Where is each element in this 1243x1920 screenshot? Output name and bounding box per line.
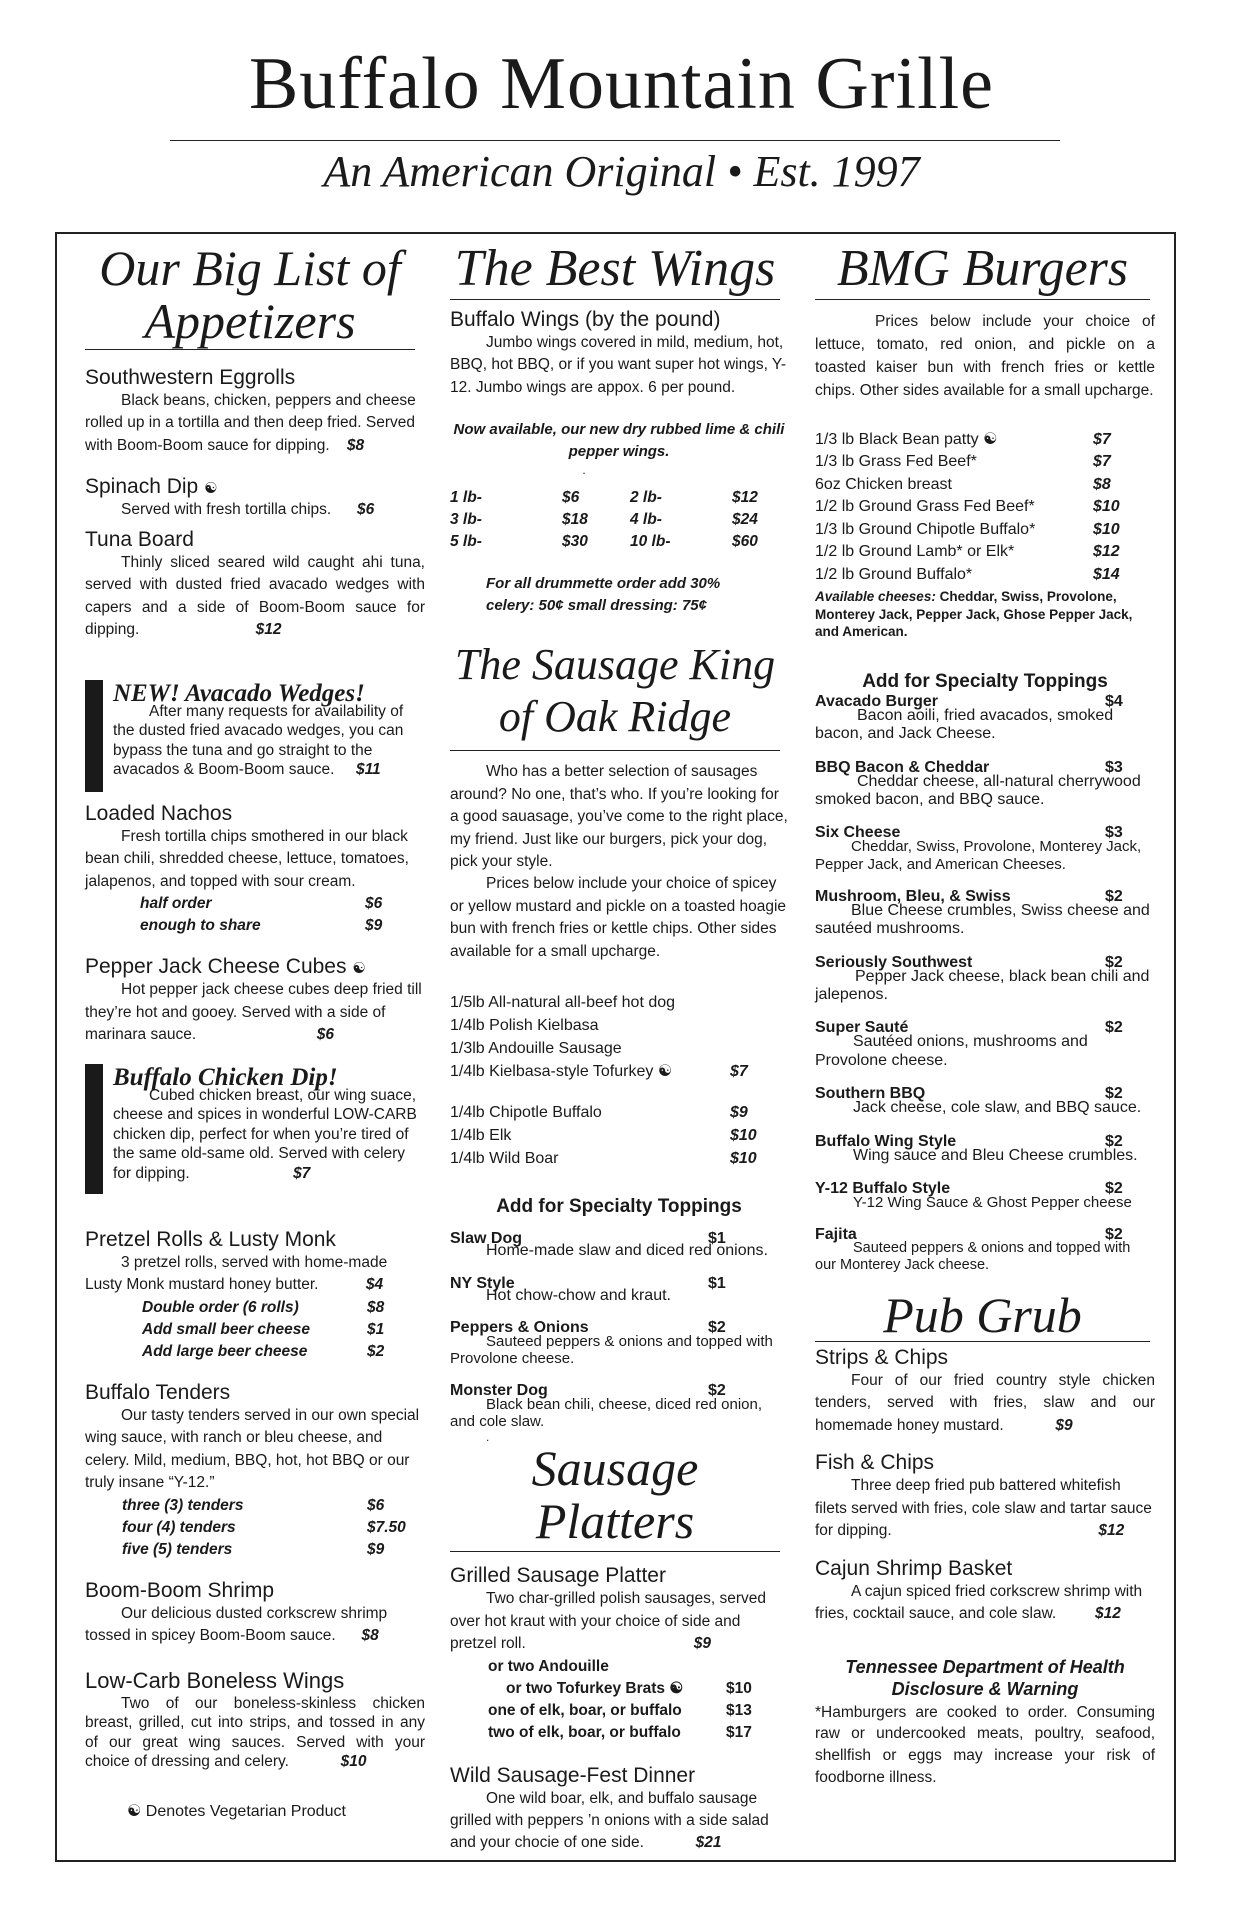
- burger-list: [815, 429, 1155, 587]
- menu-item: [85, 955, 425, 1046]
- topping-description: Black bean chili, cheese, diced red onion, and cole slaw.: [450, 1395, 763, 1430]
- menu-item: [815, 1451, 1155, 1542]
- sausage-row: 1/4lb Wild Boar $10: [450, 1150, 757, 1168]
- topping-price: $1: [708, 1274, 726, 1292]
- item-name: Loaded Nachos: [85, 802, 233, 825]
- item-description: Jumbo wings covered in mild, medium, hot, BBQ, hot BBQ, or if you want super hot wings, Y-12. Jumbo wings are appox. 6 per pound.: [450, 333, 787, 396]
- topping-name: NY Style: [450, 1274, 515, 1292]
- sausage-row: 1/4lb Chipotle Buffalo $9: [450, 1104, 748, 1122]
- sausage-row: 1/3lb Andouille Sausage: [450, 1040, 622, 1058]
- appetizers-column-2: [85, 802, 425, 1047]
- wings-heading: The Best Wings: [450, 242, 780, 300]
- topping-price: $3: [1105, 758, 1123, 776]
- item-description: 3 pretzel rolls, served with home-made Lusty Monk mustard honey butter. $4: [85, 1254, 388, 1294]
- item-name: Pretzel Rolls & Lusty Monk: [85, 1228, 336, 1251]
- item-price: $6: [316, 1026, 334, 1044]
- topping-item: [815, 1226, 1155, 1273]
- burgers-heading: BMG Burgers: [815, 242, 1150, 300]
- price-row: 5 lb- $30 10 lb- $60: [450, 532, 758, 550]
- item-description: Our tasty tenders served in our own special wing sauce, with ranch or bleu cheese, and celery. Mild, medium, BBQ, hot, hot BBQ or our truly insane “Y-12.”: [85, 1406, 420, 1492]
- item-description: Our delicious dusted corkscrew shrimp tossed in spicey Boom-Boom sauce. $8: [85, 1604, 388, 1645]
- option-row: or two Tofurkey Brats ☯ $10: [506, 1679, 752, 1697]
- special-title: Buffalo Chicken Dip!: [113, 1064, 338, 1091]
- topping-item: [815, 1019, 1155, 1070]
- dot: .: [582, 462, 586, 477]
- topping-description: Sauteed peppers & onions and topped with Provolone cheese.: [450, 1333, 773, 1368]
- option-row: two of elk, boar, or buffalo $17: [488, 1723, 752, 1741]
- topping-name: Six Cheese: [815, 824, 901, 842]
- item-name: Grilled Sausage Platter: [450, 1564, 666, 1588]
- option-row: Add large beer cheese $2: [142, 1342, 385, 1360]
- item-name: Strips & Chips: [815, 1346, 949, 1370]
- appetizers-heading-line2: Appetizers: [144, 292, 356, 349]
- item-name: Spinach Dip ☯: [85, 475, 218, 499]
- pub-grub-heading: Pub Grub: [815, 1289, 1150, 1343]
- topping-description: Sauteed peppers & onions and topped with our Monterey Jack cheese.: [815, 1240, 1131, 1273]
- special-box-avacado: [85, 680, 425, 792]
- burger-row: 1/3 lb Grass Fed Beef* $7: [815, 453, 1111, 471]
- burger-row: 6oz Chicken breast $8: [815, 475, 1111, 493]
- vegetarian-note: ☯ Denotes Vegetarian Product: [127, 1803, 346, 1821]
- option-row: five (5) tenders $9: [122, 1540, 385, 1558]
- topping-item: [450, 1275, 788, 1305]
- item-description: Four of our fried country style chicken tenders, served with fries, slaw and our homemade honey mustard. $9: [815, 1372, 1155, 1434]
- restaurant-tagline: An American Original • Est. 1997: [323, 147, 920, 196]
- item-price: $21: [695, 1834, 722, 1852]
- appetizers-heading-line1: Our Big List of: [99, 240, 401, 296]
- item-description: Served with fresh tortilla chips. $6: [121, 501, 375, 519]
- topping-description: Pepper Jack cheese, black bean chili and jalepenos.: [815, 967, 1150, 1003]
- topping-description: Home-made slaw and diced red onions.: [486, 1242, 768, 1260]
- item-price: $4: [365, 1276, 384, 1294]
- topping-name: BBQ Bacon & Cheddar: [815, 758, 990, 776]
- item-description: Three deep fried pub battered whitefish filets served with fries, cole slaw and tartar sauce for dipping. $12: [815, 1477, 1152, 1540]
- price-row: 3 lb- $18 4 lb- $24: [450, 510, 758, 528]
- topping-name: Peppers & Onions: [450, 1319, 589, 1337]
- vegetarian-icon: ☯: [204, 480, 218, 498]
- sausage-king-heading: The Sausage King of Oak Ridge: [450, 639, 780, 752]
- price-row: 1 lb- $6 2 lb- $12: [450, 488, 758, 506]
- topping-name: Slaw Dog: [450, 1230, 523, 1248]
- box-accent-bar: [85, 1064, 103, 1194]
- topping-price: $2: [1105, 1085, 1123, 1103]
- topping-name: Mushroom, Bleu, & Swiss: [815, 887, 1011, 905]
- option-row: Double order (6 rolls) $8: [142, 1298, 385, 1316]
- topping-name: Avacado Burger: [815, 692, 938, 710]
- burger-toppings-heading: Add for Specialty Toppings: [862, 670, 1108, 692]
- topping-price: $1: [708, 1230, 726, 1248]
- burger-toppings-list: [815, 693, 1155, 1274]
- topping-item: [815, 759, 1155, 810]
- sausage-row: 1/4lb Elk $10: [450, 1127, 757, 1145]
- item-description: Two char-grilled polish sausages, served over hot kraut with your choice of side and pretzel roll. $9: [450, 1590, 766, 1653]
- wings-column: [450, 242, 788, 1855]
- topping-price: $3: [1105, 824, 1123, 842]
- special-description: Cubed chicken breast, our wing suace, cheese and spices in wonderful LOW-CARB chicken dip, perfect for when you’re tired of the same old-same old. Served with celery for dipping. $7: [113, 1087, 417, 1182]
- option-row: three (3) tenders $6: [122, 1496, 385, 1514]
- sausage-toppings-heading: Add for Specialty Toppings: [496, 1196, 742, 1218]
- item-price: $7: [293, 1164, 311, 1182]
- platters-heading: Sausage Platters: [450, 1442, 780, 1552]
- box-accent-bar: [85, 680, 103, 792]
- option-row: one of elk, boar, or buffalo $13: [488, 1701, 752, 1719]
- wings-price-table: [450, 487, 788, 553]
- topping-item: [450, 1382, 788, 1431]
- item-description: A cajun spiced fried corkscrew shrimp with fries, cocktail sauce, and cole slaw. $12: [815, 1582, 1143, 1623]
- item-name: Boom-Boom Shrimp: [85, 1578, 275, 1602]
- topping-price: $2: [1105, 1179, 1123, 1197]
- topping-price: $2: [1105, 953, 1123, 971]
- item-description: Two of our boneless-skinless chicken breast, grilled, cut into strips, and tossed in any of our great wing sauces. Served with your choice of dressing and celery. $10: [85, 1694, 425, 1770]
- option-row: or two Andouille: [488, 1657, 609, 1675]
- item-name: Fish & Chips: [815, 1451, 935, 1475]
- item-price: $9: [693, 1635, 712, 1653]
- item-description: Hot pepper jack cheese cubes deep fried till they’re hot and gooey. Served with a side of marinara sauce. $6: [85, 981, 422, 1044]
- item-price: $8: [346, 436, 365, 454]
- wings-new-note: Now available, our new dry rubbed lime & chili pepper wings.: [453, 421, 785, 460]
- wings-footer: For all drummette order add 30% celery: 50¢ small dressing: 75¢: [486, 574, 721, 614]
- menu-item: [85, 475, 425, 521]
- topping-description: Y-12 Wing Sauce & Ghost Pepper cheese: [853, 1193, 1132, 1211]
- appetizers-column-3: [85, 1228, 425, 1821]
- item-name: Pepper Jack Cheese Cubes ☯: [85, 955, 366, 979]
- sausage-list-b: [450, 1101, 788, 1170]
- topping-description: Wing sauce and Bleu Cheese crumbles.: [853, 1146, 1138, 1164]
- topping-item: [450, 1230, 788, 1260]
- burger-row: 1/2 lb Ground Buffalo* $14: [815, 565, 1120, 583]
- sausage-row: 1/4lb Polish Kielbasa: [450, 1017, 599, 1035]
- dot: .: [486, 1430, 490, 1445]
- warning-title: Tennessee Department of Health Disclosure & Warning: [845, 1656, 1125, 1699]
- item-price: $11: [355, 761, 381, 779]
- menu-item: [85, 802, 425, 937]
- menu-item: [815, 1557, 1155, 1626]
- topping-item: [815, 693, 1155, 744]
- burger-row: 1/3 lb Black Bean patty ☯ $7: [815, 430, 1111, 448]
- item-name: Wild Sausage-Fest Dinner: [450, 1763, 696, 1787]
- warning-text: *Hamburgers are cooked to order. Consuming raw or undercooked meats, poultry, seafood, shellfish or eggs may increase your risk of foodborne illness.: [815, 1703, 1155, 1786]
- vegetarian-icon: ☯: [352, 960, 366, 978]
- available-cheeses: Available cheeses: Cheddar, Swiss, Provolone, Monterey Jack, Pepper Jack, Ghose Pepper Jack, and American.: [815, 589, 1133, 640]
- menu-item: [815, 1346, 1155, 1437]
- special-box-chicken-dip: [85, 1064, 425, 1194]
- sausage-king-pricing-note: Prices below include your choice of spicey or yellow mustard and pickle on a toasted hoagie bun with french fries or kettle chips. Other sides available for a small upcharge.: [450, 875, 787, 960]
- platter-options: [450, 1656, 788, 1744]
- topping-item: [815, 1180, 1155, 1211]
- item-description: Thinly sliced seared wild caught ahi tuna, served with dusted fried avacado wedges with capers and a side of Boom-Boom sauce for dipping. $12: [85, 553, 425, 639]
- sausage-king-intro: Who has a better selection of sausages around? No one, that’s who. If you’re looking for a good sauasage, you’ve come to the right place, my friend. Just like our burgers, pick your dog, pick your style.: [450, 763, 788, 870]
- item-price: $8: [361, 1627, 379, 1645]
- topping-price: $2: [708, 1381, 726, 1399]
- appetizers-column: [85, 242, 425, 642]
- item-price: $12: [255, 621, 282, 639]
- special-title: NEW! Avacado Wedges!: [113, 680, 365, 707]
- item-price: $12: [1095, 1605, 1121, 1623]
- item-name: Cajun Shrimp Basket: [815, 1556, 1013, 1580]
- burgers-column: [815, 242, 1155, 1789]
- menu-item: [85, 1579, 425, 1648]
- item-description: One wild boar, elk, and buffalo sausage grilled with peppers ’n onions with a side salad and your chocie of one side. $21: [450, 1789, 769, 1852]
- appetizers-heading: [85, 242, 415, 350]
- health-warning: [815, 1656, 1155, 1789]
- title-divider: [170, 140, 1060, 141]
- topping-name: Super Sauté: [815, 1019, 909, 1037]
- topping-description: Bacon aoili, fried avacados, smoked bacon, and Jack Cheese.: [815, 706, 1114, 743]
- topping-description: Cheddar, Swiss, Provolone, Monterey Jack, Pepper Jack, and American Cheeses.: [815, 838, 1142, 873]
- item-price: $12: [1098, 1522, 1125, 1540]
- item-name: Tuna Board: [85, 527, 194, 551]
- special-description: After many requests for availability of the dusted fried avacado wedges, you can bypass the tuna and go straight to the avacados & Boom-Boom sauce. $11: [113, 703, 404, 779]
- menu-item: [85, 1668, 425, 1772]
- topping-description: Blue Cheese crumbles, Swiss cheese and sautéed mushrooms.: [815, 901, 1150, 938]
- option-row: half order $6: [140, 895, 383, 913]
- topping-description: Hot chow-chow and kraut.: [486, 1286, 671, 1304]
- item-name: Buffalo Wings (by the pound): [450, 307, 721, 331]
- burger-row: 1/3 lb Ground Chipotle Buffalo* $10: [815, 520, 1120, 538]
- topping-description: Cheddar cheese, all-natural cherrywood smoked bacon, and BBQ sauce.: [815, 772, 1141, 808]
- menu-item: [85, 1381, 425, 1561]
- item-price: $6: [357, 501, 375, 519]
- item-description: Fresh tortilla chips smothered in our black bean chili, shredded cheese, lettuce, tomatoes, jalapenos, and topped with sour cream.: [85, 828, 409, 890]
- burgers-intro: Prices below include your choice of lettuce, tomato, red onion, and pickle on a toasted kaiser bun with french fries or kettle chips. Other sides available for a small upcharge.: [815, 312, 1155, 400]
- restaurant-title: Buffalo Mountain Grille: [248, 43, 995, 125]
- topping-name: Monster Dog: [450, 1381, 548, 1399]
- topping-price: $2: [1105, 887, 1123, 905]
- topping-description: Sautéed onions, mushrooms and Provolone cheese.: [815, 1033, 1088, 1069]
- topping-name: Buffalo Wing Style: [815, 1132, 957, 1150]
- sausage-row: 1/4lb Kielbasa-style Tofurkey ☯ $7: [450, 1063, 748, 1081]
- topping-item: [450, 1319, 788, 1368]
- topping-description: Jack cheese, cole slaw, and BBQ sauce.: [853, 1099, 1142, 1117]
- topping-name: Y-12 Buffalo Style: [815, 1179, 951, 1197]
- topping-item: [815, 888, 1155, 939]
- menu-item: [85, 1228, 425, 1363]
- topping-price: $2: [1105, 1132, 1123, 1150]
- sausage-toppings-list: [450, 1230, 788, 1430]
- item-name: Buffalo Tenders: [85, 1380, 231, 1404]
- topping-name: Fajita: [815, 1226, 857, 1244]
- topping-price: $2: [1105, 1019, 1123, 1037]
- topping-price: $2: [1105, 1226, 1123, 1244]
- option-row: Add small beer cheese $1: [142, 1320, 385, 1338]
- menu-item: [85, 528, 425, 642]
- burger-row: 1/2 lb Ground Grass Fed Beef* $10: [815, 498, 1120, 516]
- item-name: Low-Carb Boneless Wings: [85, 1667, 345, 1693]
- topping-name: Seriously Southwest: [815, 953, 973, 971]
- option-row: four (4) tenders $7.50: [122, 1518, 406, 1536]
- topping-name: Southern BBQ: [815, 1085, 926, 1103]
- item-description: Black beans, chicken, peppers and cheese rolled up in a tortilla and then deep fried. Served with Boom-Boom sauce for dipping. $8: [85, 392, 416, 454]
- item-price: $10: [340, 1752, 367, 1770]
- topping-item: [815, 1085, 1155, 1117]
- burger-row: 1/2 lb Ground Lamb* or Elk* $12: [815, 543, 1120, 561]
- topping-price: $2: [708, 1319, 726, 1337]
- topping-item: [815, 824, 1155, 873]
- sausage-row: 1/5lb All-natural all-beef hot dog: [450, 994, 676, 1012]
- topping-item: [815, 1133, 1155, 1165]
- item-price: $9: [1055, 1416, 1073, 1434]
- item-name: Southwestern Eggrolls: [85, 366, 296, 389]
- sausage-list-a: [450, 991, 788, 1083]
- option-row: enough to share $9: [140, 917, 383, 935]
- topping-item: [815, 954, 1155, 1005]
- topping-price: $4: [1105, 692, 1123, 710]
- menu-item: [85, 366, 425, 457]
